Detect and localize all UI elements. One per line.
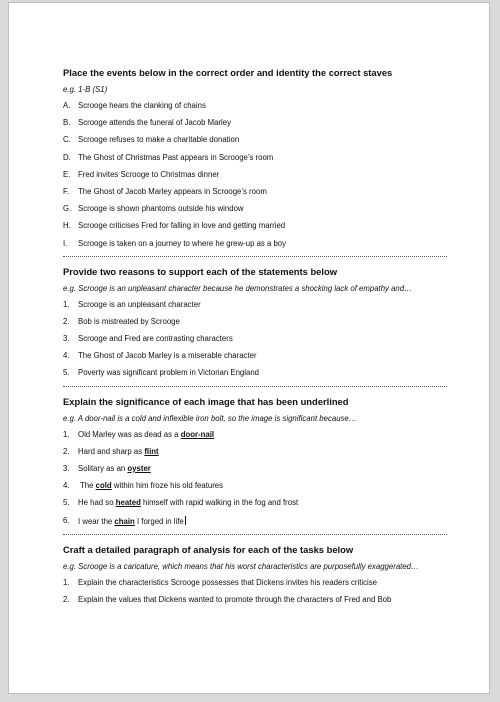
- underlined-image: oyster: [127, 464, 151, 473]
- section-divider: [63, 386, 447, 387]
- list-marker: 2.: [63, 446, 70, 456]
- statements-list: [63, 300, 447, 379]
- underlined-image: cold: [95, 481, 112, 491]
- list-marker: 2.: [63, 594, 70, 604]
- list-item-text: Scrooge is an unpleasant character: [78, 299, 201, 309]
- section-example: e.g. A door-nail is a cold and inflexible iron bolt, so the image is significant because…: [63, 413, 357, 423]
- list-item-text: [78, 430, 214, 440]
- list-marker: H.: [63, 221, 71, 231]
- list-item-text: The Ghost of Christmas Past appears in Scrooge’s room: [78, 152, 274, 162]
- document-body: [63, 67, 447, 612]
- list-item: [63, 368, 447, 378]
- list-marker: 4.: [63, 481, 70, 491]
- list-marker: 5.: [63, 498, 70, 508]
- list-item-text: Fred invites Scrooge to Christmas dinner: [78, 169, 220, 179]
- list-item: [63, 170, 447, 180]
- list-marker: F.: [63, 186, 70, 196]
- list-item: [63, 204, 447, 214]
- list-marker: 6.: [63, 515, 70, 525]
- tasks-list: [63, 578, 447, 605]
- events-list: [63, 101, 447, 249]
- list-marker: 5.: [63, 368, 70, 378]
- list-marker: 1.: [63, 577, 70, 587]
- list-item: [63, 595, 447, 605]
- list-item: [63, 464, 447, 474]
- section-divider: [63, 256, 447, 257]
- list-marker: 2.: [63, 316, 70, 326]
- section-heading-analysis: Craft a detailed paragraph of analysis for each of the tasks below: [63, 543, 354, 555]
- list-item: [63, 447, 447, 457]
- text-before: Hard and sharp as: [78, 446, 145, 456]
- list-item-text: [78, 498, 298, 508]
- list-item-text: Scrooge is taken on a journey to where he grew-up as a boy: [78, 238, 287, 248]
- list-item-text: [78, 447, 159, 457]
- text-after: within him froze his old features: [111, 481, 224, 491]
- list-item: [63, 118, 447, 128]
- list-item-text: Scrooge hears the clanking of chains: [78, 101, 206, 110]
- list-marker: B.: [63, 118, 71, 128]
- list-item: [63, 481, 447, 491]
- document-page: [8, 2, 490, 694]
- underlined-image: heated: [115, 498, 141, 508]
- list-item: [63, 430, 447, 440]
- list-marker: E.: [63, 169, 71, 179]
- list-item-text: [78, 464, 151, 474]
- text-after: himself with rapid walking in the fog and frost: [140, 498, 299, 508]
- list-item: [63, 516, 447, 527]
- list-marker: 3.: [63, 334, 70, 344]
- text-before: Old Marley was as dead as a: [78, 429, 181, 439]
- list-item-text: Explain the values that Dickens wanted to promote through the characters of Fred and Bob: [78, 594, 392, 604]
- list-item: [63, 135, 447, 145]
- text-after: I forged in life: [134, 516, 184, 526]
- list-marker: 4.: [63, 351, 70, 361]
- list-marker: I.: [63, 238, 68, 248]
- list-marker: 1.: [63, 299, 70, 309]
- underlined-image: flint: [144, 446, 159, 456]
- list-item-text: [78, 481, 223, 491]
- section-heading-significance: Explain the significance of each image that has been underlined: [63, 395, 349, 407]
- list-marker: G.: [63, 204, 72, 214]
- text-before: I wear the: [78, 516, 115, 526]
- list-item: [63, 317, 447, 327]
- list-item: [63, 578, 447, 588]
- list-item: [63, 300, 447, 310]
- list-item-text: Scrooge and Fred are contrasting characters: [78, 334, 233, 344]
- list-item: [63, 239, 447, 249]
- list-item-text: Scrooge attends the funeral of Jacob Marley: [78, 118, 231, 128]
- text-cursor: [185, 516, 186, 525]
- list-marker: A.: [63, 101, 71, 110]
- list-item: [63, 351, 447, 361]
- list-item: [63, 221, 447, 231]
- list-item: [63, 187, 447, 197]
- text-before: Solitary as an: [78, 464, 128, 473]
- underlined-image: door-nail: [180, 429, 215, 439]
- list-item-text: Poverty was significant problem in Victorian England: [78, 368, 260, 378]
- text-before: The: [78, 481, 96, 491]
- list-item-text: Bob is mistreated by Scrooge: [78, 316, 180, 326]
- list-item: [63, 334, 447, 344]
- list-marker: 1.: [63, 429, 70, 439]
- text-before: He had so: [78, 498, 116, 508]
- section-divider: [63, 534, 447, 535]
- section-example: e.g. 1-B (S1): [63, 85, 108, 94]
- list-marker: 3.: [63, 464, 70, 473]
- section-heading-order-events: Place the events below in the correct order and identity the correct staves: [63, 67, 393, 78]
- list-item-text: The Ghost of Jacob Marley appears in Scrooge’s room: [78, 186, 267, 196]
- underlined-image: chain: [114, 516, 135, 526]
- list-marker: C.: [63, 135, 71, 145]
- list-item-text: Scrooge criticises Fred for falling in love and getting married: [78, 221, 286, 231]
- list-item-text[interactable]: [78, 516, 186, 527]
- list-item: [63, 498, 447, 508]
- list-item-text: The Ghost of Jacob Marley is a miserable character: [78, 351, 257, 361]
- section-example: e.g. Scrooge is an unpleasant character because he demonstrates a shocking lack of empathy and…: [63, 283, 412, 293]
- list-item-text: Explain the characteristics Scrooge possesses that Dickens invites his readers criticise: [78, 577, 378, 587]
- section-example: e.g. Scrooge is a caricature, which means that his worst characteristics are purposefully exaggerated…: [63, 561, 419, 571]
- section-heading-reasons: Provide two reasons to support each of the statements below: [63, 265, 338, 277]
- images-list: [63, 430, 447, 527]
- list-marker: D.: [63, 152, 71, 162]
- list-item-text: Scrooge is shown phantoms outside his window: [78, 204, 244, 214]
- list-item: [63, 153, 447, 163]
- list-item: [63, 101, 447, 111]
- list-item-text: Scrooge refuses to make a charitable donation: [78, 135, 240, 145]
